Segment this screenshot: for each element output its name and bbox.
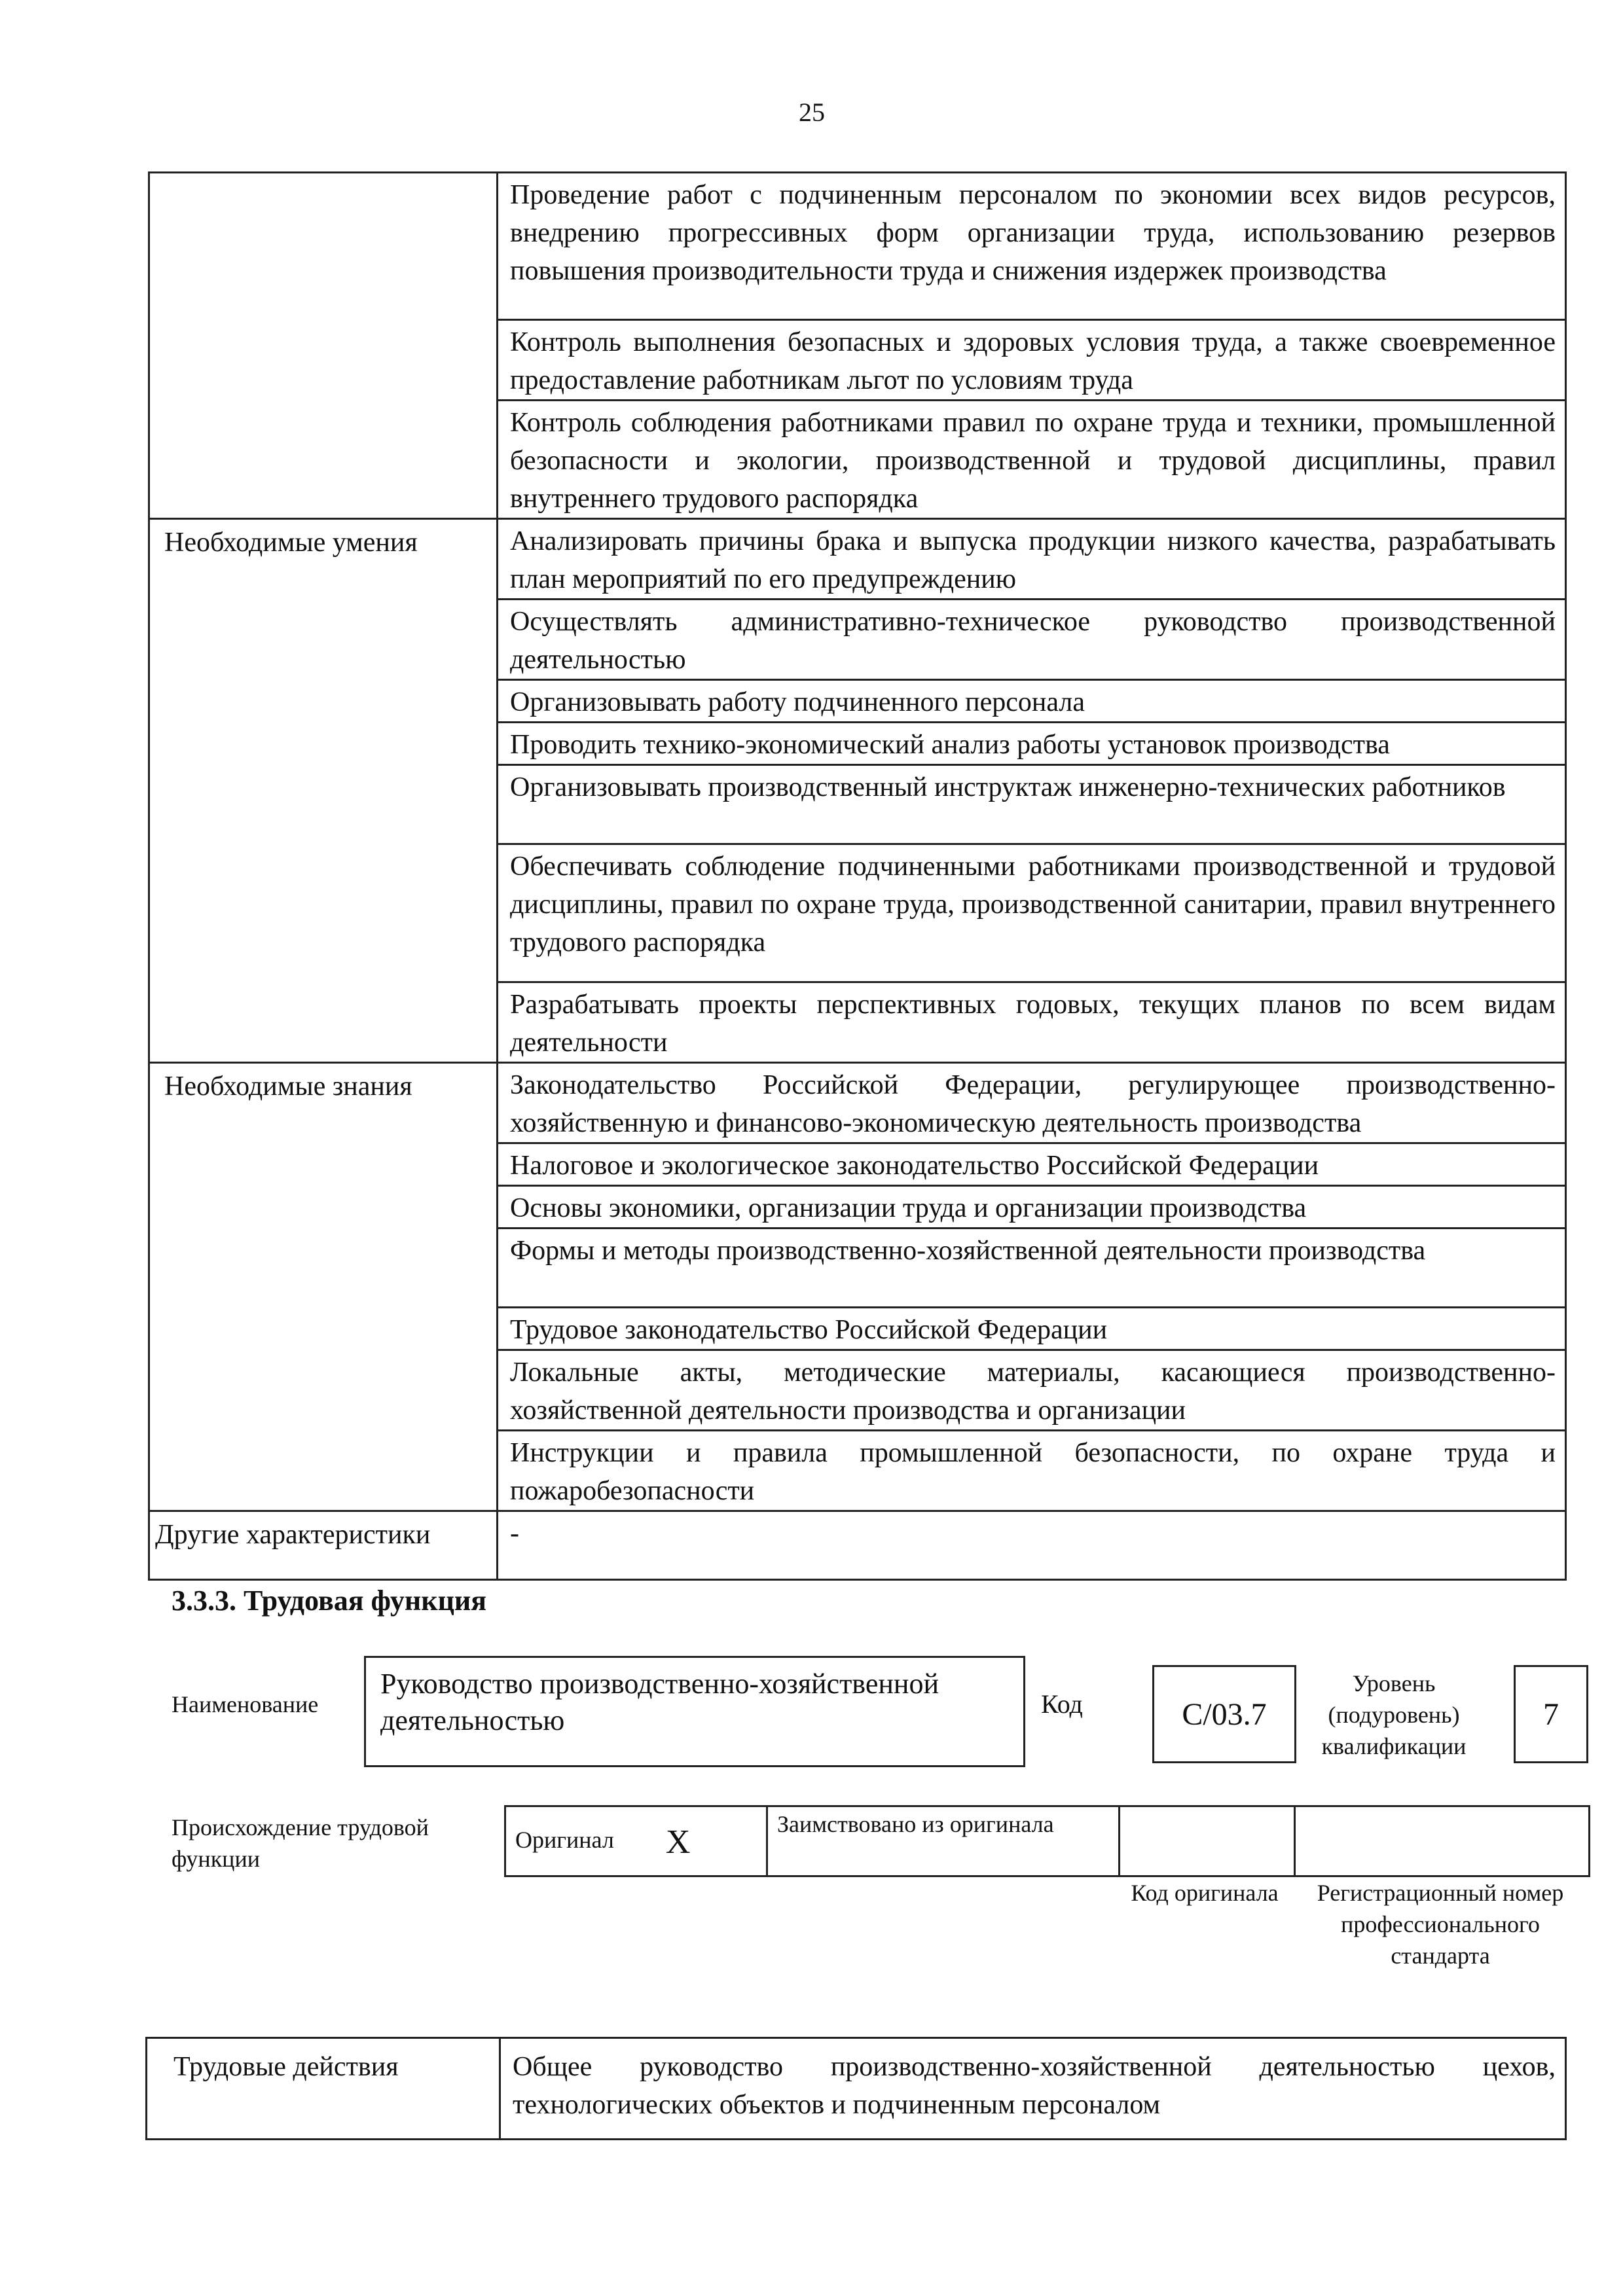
- row-label-other: Другие характеристики: [149, 1511, 498, 1580]
- page-number: 25: [799, 98, 825, 127]
- requirements-table: [148, 171, 1567, 1581]
- table-row: [149, 1063, 1566, 1143]
- origin-label: Происхождение трудовой функции: [172, 1814, 429, 1872]
- list-item: Осуществлять административно-техническое руководство производственной деятельностью: [498, 600, 1566, 680]
- list-item: Проводить технико-экономический анализ работы установок производства: [498, 723, 1566, 765]
- origin-mark: X: [665, 1823, 691, 1861]
- section-title: 3.3.3. Трудовая функция: [172, 1585, 487, 1617]
- list-item: Инструкции и правила промышленной безопасности, по охране труда и пожаробезопасности: [498, 1431, 1566, 1511]
- origin-original-cell: [505, 1806, 767, 1876]
- table-row: [149, 1511, 1566, 1580]
- row-label-skills: Необходимые умения: [149, 519, 498, 1063]
- list-item: Организовывать работу подчиненного персонала: [498, 680, 1566, 723]
- origin-code-cell: [1120, 1806, 1295, 1876]
- origin-reg-caption: Регистрационный номер профессионального стандарта: [1317, 1880, 1564, 1969]
- labor-actions-table: [145, 2037, 1567, 2140]
- list-item: Разрабатывать проекты перспективных годовых, текущих планов по всем видам деятельности: [498, 982, 1566, 1063]
- list-item: Обеспечивать соблюдение подчиненными работниками производственной и трудовой дисциплины, правил по охране труда, производственной санитарии, правил внутреннего трудового распорядка: [498, 844, 1566, 982]
- table-row: [505, 1806, 1590, 1876]
- list-item: Контроль соблюдения работниками правил по охране труда и техники, промышленной безопасности и экологии, производственной и трудовой дисциплины, правил внутреннего трудового распорядка: [498, 401, 1566, 519]
- origin-original-label: Оригинал: [515, 1827, 614, 1854]
- level-label: Уровень (подуровень) квалификации: [1321, 1670, 1467, 1759]
- row-label-knowledge: Необходимые знания: [149, 1063, 498, 1511]
- list-item: Законодательство Российской Федерации, регулирующее производственно-хозяйственную и финансово-экономическую деятельность производства: [498, 1063, 1566, 1143]
- list-item: -: [498, 1511, 1566, 1580]
- origin-reg-cell: [1295, 1806, 1590, 1876]
- level-value-box: 7: [1514, 1665, 1588, 1763]
- name-label: Наименование: [172, 1691, 319, 1717]
- list-item: Проведение работ с подчиненным персоналом по экономии всех видов ресурсов, внедрению прогрессивных форм организации труда, использованию резервов повышения производительности труда и снижения издержек производства: [498, 173, 1566, 320]
- code-value-box: C/03.7: [1152, 1665, 1296, 1763]
- function-name-box: Руководство производственно-хозяйственной деятельностью: [364, 1656, 1025, 1767]
- row-label-continuation: [149, 173, 498, 519]
- list-item: Налоговое и экологическое законодательство Российской Федерации: [498, 1143, 1566, 1186]
- table-row: [149, 519, 1566, 600]
- origin-code-caption: Код оригинала: [1131, 1880, 1279, 1906]
- origin-borrowed-cell: Заимствовано из оригинала: [767, 1806, 1120, 1876]
- origin-table: [504, 1805, 1590, 1877]
- list-item: Локальные акты, методические материалы, касающиеся производственно-хозяйственной деятельности производства и организации: [498, 1350, 1566, 1431]
- list-item: Формы и методы производственно-хозяйственной деятельности производства: [498, 1229, 1566, 1308]
- table-row: [147, 2038, 1566, 2140]
- list-item: Общее руководство производственно-хозяйственной деятельностью цехов, технологических объектов и подчиненным персоналом: [500, 2038, 1566, 2140]
- list-item: Основы экономики, организации труда и организации производства: [498, 1186, 1566, 1229]
- row-label-actions: Трудовые действия: [147, 2038, 500, 2140]
- list-item: Контроль выполнения безопасных и здоровых условия труда, а также своевременное предоставление работникам льгот по условиям труда: [498, 320, 1566, 401]
- list-item: Анализировать причины брака и выпуска продукции низкого качества, разрабатывать план мероприятий по его предупреждению: [498, 519, 1566, 600]
- table-row: [149, 173, 1566, 320]
- list-item: Трудовое законодательство Российской Федерации: [498, 1308, 1566, 1350]
- list-item: Организовывать производственный инструктаж инженерно-технических работников: [498, 765, 1566, 844]
- code-label: Код: [1041, 1689, 1083, 1719]
